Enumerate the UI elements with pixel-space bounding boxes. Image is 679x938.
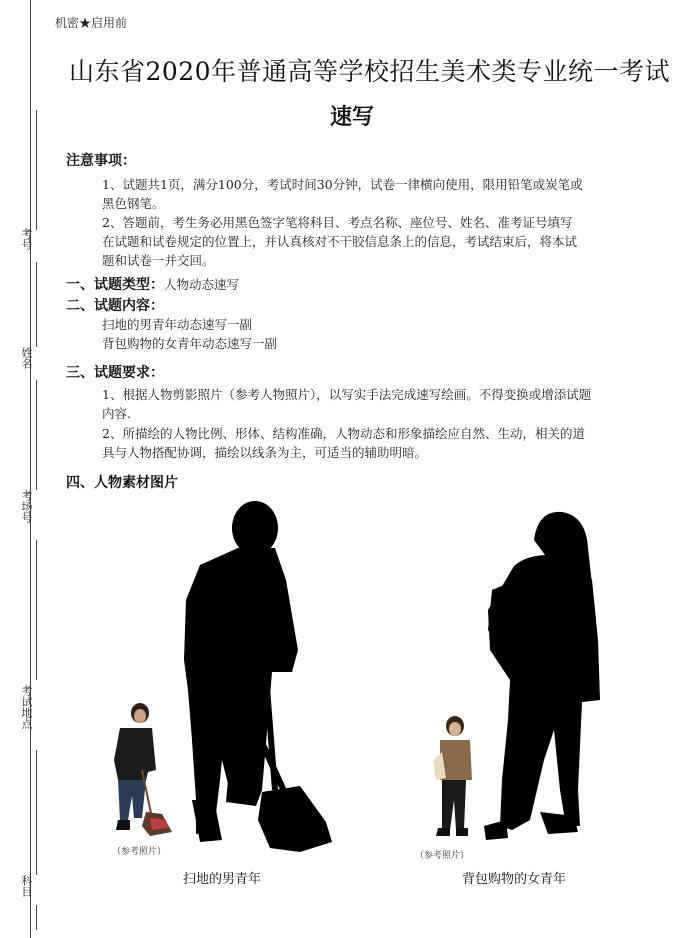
woman-reference-photo <box>433 716 472 836</box>
requirement1-line2: 内容. <box>102 406 131 421</box>
question-type-heading: 一、试题类型： <box>66 277 164 293</box>
material-heading: 四、人物素材图片 <box>66 475 178 491</box>
left-figure-caption: 扫地的男青年 <box>183 872 262 887</box>
notice-item2-line3: 题和试卷一并交回。 <box>102 253 215 268</box>
man-silhouette <box>184 501 332 852</box>
notice-item2-line1: 2、答题前，考生务必用黑色签字笔将科目、考点名称、座位号、姓名、准考证号填写 <box>102 215 573 230</box>
question-type-value: 人物动态速写 <box>164 277 240 292</box>
binding-label-room: 考场号 <box>20 490 33 523</box>
question-content-heading: 二、试题内容： <box>66 298 164 314</box>
requirement2-line2: 具与人物搭配协调，描绘以线条为主，可适当的辅助明暗。 <box>102 445 428 460</box>
man-reference-photo <box>114 703 172 836</box>
binding-label-subject: 科目 <box>20 875 33 897</box>
left-reference-label: （参考照片） <box>112 847 167 857</box>
question-content-line1: 扫地的男青年动态速写一副 <box>102 317 253 332</box>
confidential-mark: 机密★启用前 <box>55 16 128 30</box>
question-content-line2: 背包购物的女青年动态速写一副 <box>102 336 278 351</box>
binding-label-location: 考试地点 <box>20 685 33 729</box>
page-title: 山东省2020年普通高等学校招生美术类专业统一考试 <box>68 57 671 86</box>
binding-label-exam-number: 考号 <box>20 228 33 250</box>
requirement1-line1: 1、根据人物剪影照片（参考人物照片），以写实手法完成速写绘画。不得变换或增添试题 <box>102 387 592 402</box>
requirement2-line1: 2、所描绘的人物比例、形体、结构准确，人物动态和形象描绘应自然、生动，相关的道 <box>102 426 585 441</box>
page-subtitle: 速写 <box>329 105 374 130</box>
requirements-heading: 三、试题要求： <box>66 365 164 381</box>
notice-item1-line2: 黑色钢笔。 <box>102 196 165 211</box>
binding-label-name: 姓名 <box>20 347 33 369</box>
right-reference-label: （参考照片） <box>415 851 470 861</box>
notice-item1-line1: 1、试题共1页，满分100分，考试时间30分钟，试卷一律横向使用，限用铅笔或炭笔或 <box>102 177 583 192</box>
notice-heading: 注意事项： <box>66 153 136 169</box>
notice-item2-line2: 在试题和试卷规定的位置上，并认真核对不干胶信息条上的信息，考试结束后，将本试 <box>102 234 578 249</box>
right-figure-caption: 背包购物的女青年 <box>462 872 567 887</box>
woman-silhouette <box>484 512 600 840</box>
